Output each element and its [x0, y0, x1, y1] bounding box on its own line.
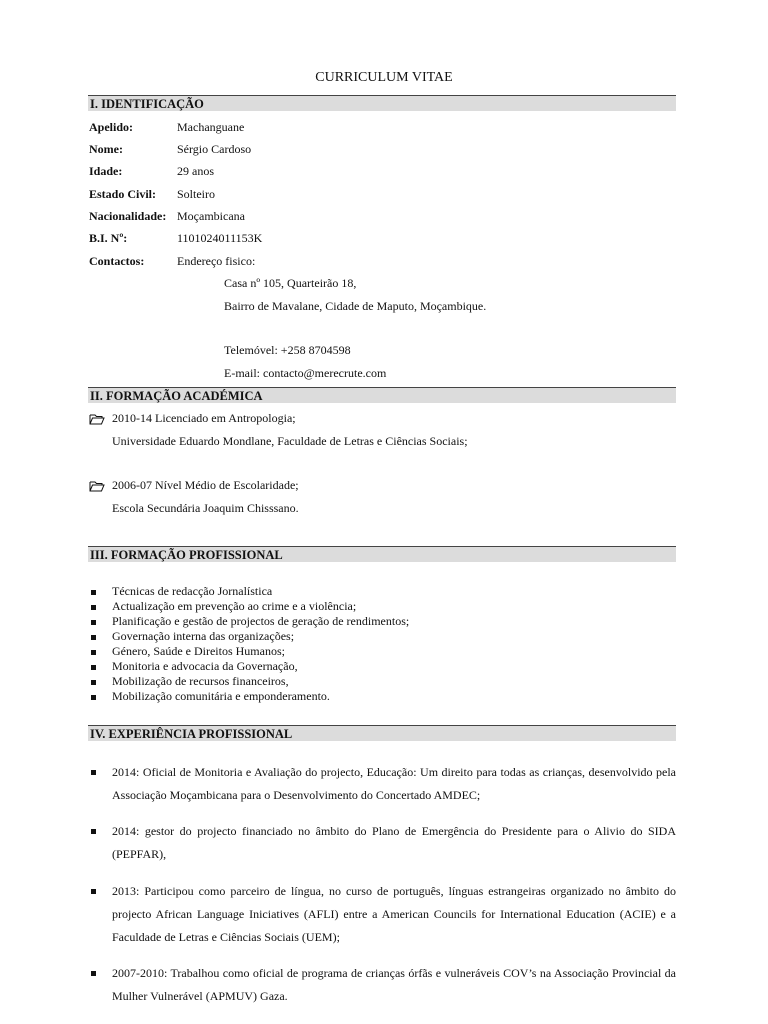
bullet-square-icon	[91, 665, 96, 670]
bullet-square-icon	[91, 770, 96, 775]
field-label-apelido: Apelido:	[89, 120, 134, 134]
section-header-experiencia: IV. EXPERIÊNCIA PROFISSIONAL	[88, 725, 676, 741]
address-line-2: Bairro de Mavalane, Cidade de Maputo, Moçambique.	[224, 299, 487, 313]
field-value-nome: Sérgio Cardoso	[177, 142, 252, 156]
training-item: Actualização em prevenção ao crime e a violência;	[112, 599, 357, 613]
field-label-estado-civil: Estado Civil:	[89, 187, 157, 201]
section-header-identificacao: I. IDENTIFICAÇÃO	[88, 95, 676, 111]
bullet-square-icon	[91, 680, 96, 685]
training-item: Técnicas de redacção Jornalística	[112, 584, 273, 598]
training-item: Governação interna das organizações;	[112, 629, 295, 643]
email-address: E-mail: contacto@merecrute.com	[224, 366, 387, 380]
field-label-idade: Idade:	[89, 164, 123, 178]
field-label-nome: Nome:	[89, 142, 123, 156]
bullet-square-icon	[91, 620, 96, 625]
bullet-square-icon	[91, 590, 96, 595]
section-header-formacao-academica: II. FORMAÇÃO ACADÉMICA	[88, 387, 676, 403]
training-item: Género, Saúde e Direitos Humanos;	[112, 644, 285, 658]
field-value-contactos: Endereço fisico:	[177, 254, 256, 268]
training-item: Mobilização comunitária e emponderamento.	[112, 689, 330, 703]
folder-icon	[89, 480, 105, 492]
experience-item: 2007-2010: Trabalhou como oficial de programa de crianças órfãs e vulneráveis COV’s na Associação Provincial da Mulher Vulnerável (APMUV) Gaza.	[112, 966, 676, 1003]
bullet-square-icon	[91, 829, 96, 834]
folder-icon	[89, 413, 105, 425]
field-value-estado-civil: Solteiro	[177, 187, 215, 201]
bullet-square-icon	[91, 605, 96, 610]
training-item: Mobilização de recursos financeiros,	[112, 674, 289, 688]
training-item: Monitoria e advocacia da Governação,	[112, 659, 298, 673]
bullet-square-icon	[91, 971, 96, 976]
experience-item: 2013: Participou como parceiro de língua, no curso de português, línguas estrangeiras organizado no âmbito do projecto African Language Iniciatives (AFLI) entre a American Councils for International Education (ACIE) e a Faculdade de Letras e Ciências Sociais (UEM);	[112, 884, 676, 944]
field-label-nacionalidade: Nacionalidade:	[89, 209, 167, 223]
experience-item: 2014: gestor do projecto financiado no âmbito do Plano de Emergência do Presidente para o Alivio do SIDA (PEPFAR),	[112, 824, 676, 861]
phone-number: Telemóvel: +258 8704598	[224, 343, 351, 357]
section-header-formacao-profissional: III. FORMAÇÃO PROFISSIONAL	[88, 546, 676, 562]
experience-item: 2014: Oficial de Monitoria e Avaliação do projecto, Educação: Um direito para todas as crianças, desenvolvido pela Associação Moçambicana para o Desenvolvimento do Concertado AMDEC;	[112, 765, 676, 802]
bullet-square-icon	[91, 650, 96, 655]
bullet-square-icon	[91, 635, 96, 640]
field-label-bi: B.I. Nº:	[89, 231, 128, 245]
education-item-title: 2006-07 Nível Médio de Escolaridade;	[112, 478, 299, 492]
bullet-square-icon	[91, 889, 96, 894]
field-value-nacionalidade: Moçambicana	[177, 209, 245, 223]
field-value-apelido: Machanguane	[177, 120, 245, 134]
education-item-detail: Universidade Eduardo Mondlane, Faculdade de Letras e Ciências Sociais;	[112, 434, 468, 448]
education-item-title: 2010-14 Licenciado em Antropologia;	[112, 411, 296, 425]
field-value-idade: 29 anos	[177, 164, 214, 178]
bullet-square-icon	[91, 695, 96, 700]
field-label-contactos: Contactos:	[89, 254, 145, 268]
address-line-1: Casa nº 105, Quarteirão 18,	[224, 276, 357, 290]
document-title: CURRICULUM VITAE	[315, 70, 453, 85]
training-item: Planificação e gestão de projectos de geração de rendimentos;	[112, 614, 410, 628]
field-value-bi: 1101024011153K	[177, 231, 263, 245]
education-item-detail: Escola Secundária Joaquim Chisssano.	[112, 501, 299, 515]
